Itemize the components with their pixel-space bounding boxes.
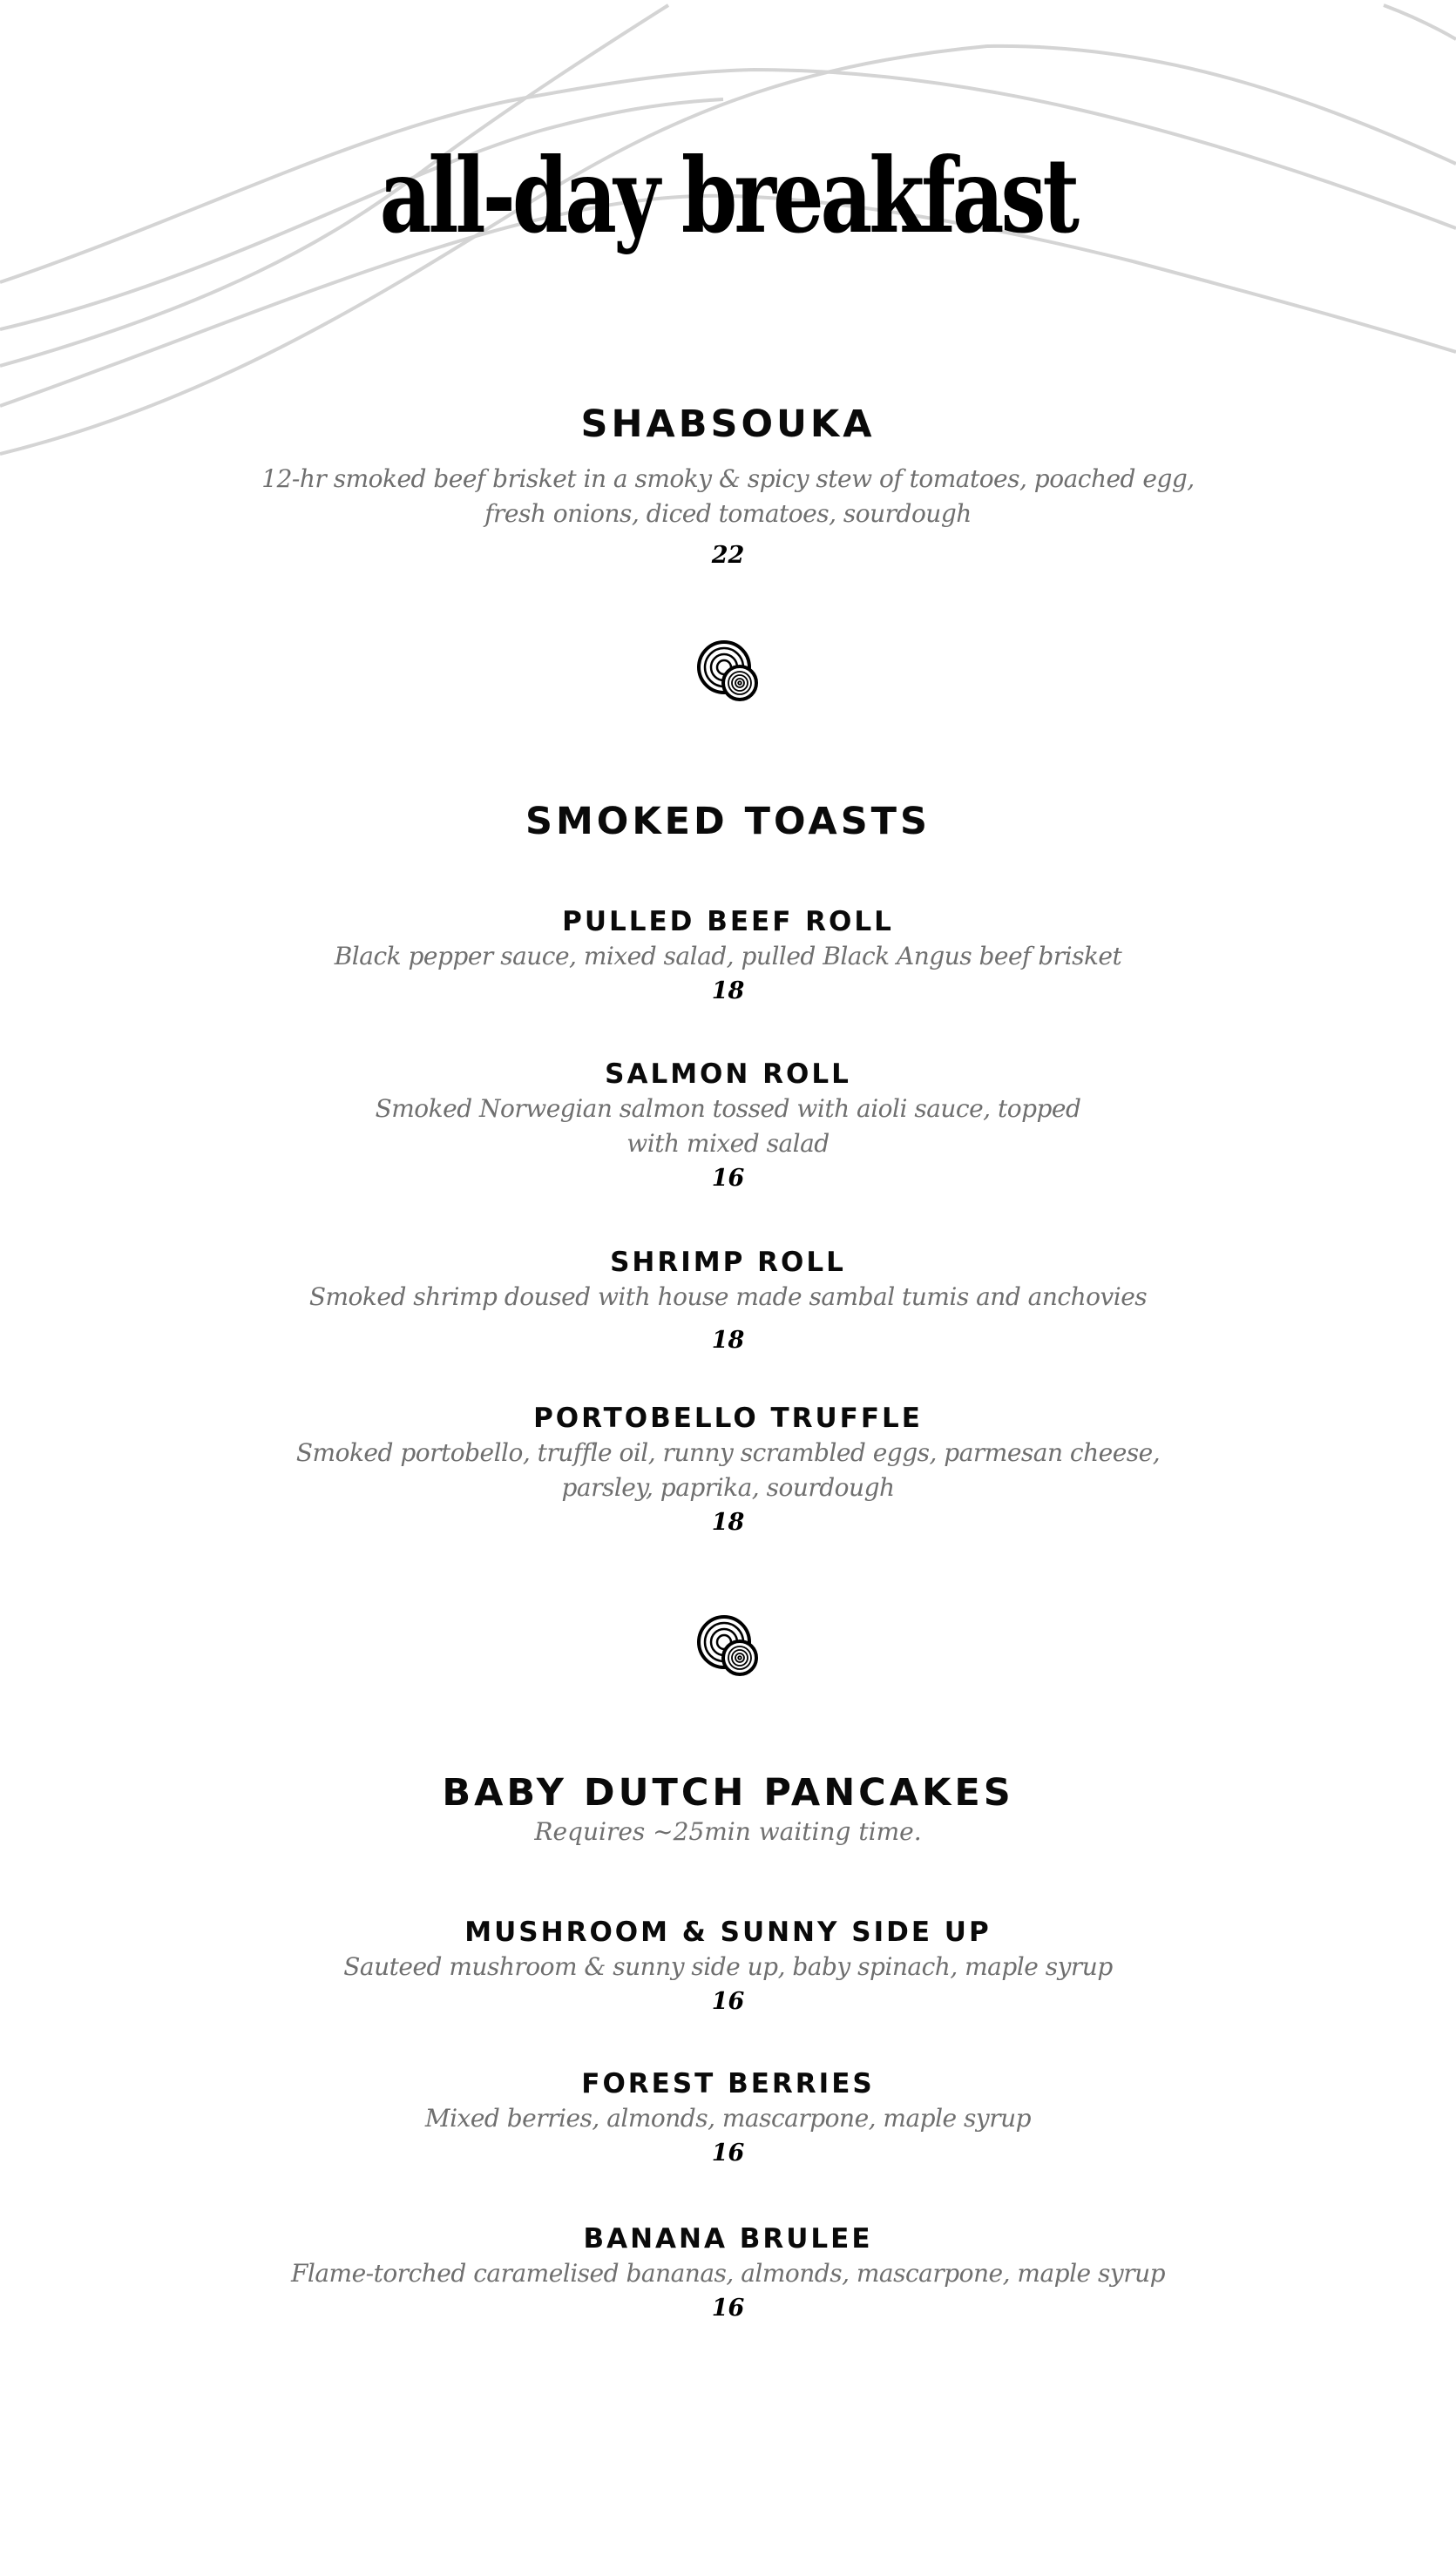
description-line: with mixed salad (626, 1129, 830, 1158)
menu-item-pulled-beef-roll (0, 904, 1456, 1009)
price: 18 (711, 1509, 745, 1536)
item-name: SALMON ROLL (605, 1058, 851, 1090)
section-heading: SHABSOUKA (580, 402, 876, 446)
item-name: MUSHROOM & SUNNY SIDE UP (464, 1917, 992, 1948)
price: 18 (711, 1327, 745, 1354)
item-price (0, 538, 1456, 573)
item-name: SHRIMP ROLL (610, 1247, 846, 1278)
wood-log-rings-icon (695, 639, 762, 705)
item-name: FOREST BERRIES (581, 2068, 875, 2099)
menu-title: all-day breakfast (379, 135, 1077, 256)
description-line: Smoked shrimp doused with house made sambal tumis and anchovies (308, 1282, 1148, 1311)
section-note: Requires ~25min waiting time. (534, 1817, 922, 1846)
wood-log-rings-icon (695, 1613, 762, 1680)
description-line: Smoked portobello, truffle oil, runny scrambled eggs, parmesan cheese, (295, 1438, 1161, 1467)
price: 22 (711, 542, 745, 569)
description-line: Mixed berries, almonds, mascarpone, maple syrup (424, 2104, 1032, 2133)
menu-item-banana-brulee (0, 2221, 1456, 2326)
description-line: fresh onions, diced tomatoes, sourdough (484, 499, 972, 528)
menu-item-portobello-truffle (0, 1401, 1456, 1540)
section-heading: SMOKED TOASTS (525, 800, 931, 843)
menu-item-mushroom-sunny-side-up (0, 1915, 1456, 2019)
section-shabsouka (0, 402, 1456, 446)
description-line: parsley, paprika, sourdough (561, 1473, 895, 1502)
menu-item-salmon-roll (0, 1057, 1456, 1196)
description-line: Black pepper sauce, mixed salad, pulled Black Angus beef brisket (334, 942, 1122, 970)
item-name: BANANA BRULEE (583, 2223, 873, 2255)
description-line: Flame-torched caramelised bananas, almonds, mascarpone, maple syrup (290, 2259, 1166, 2288)
description-line: Smoked Norwegian salmon tossed with aioli sauce, topped (375, 1094, 1081, 1123)
price: 16 (711, 2295, 745, 2322)
price: 16 (711, 1165, 745, 1192)
section-smoked-toasts (0, 800, 1456, 843)
description-line: 12-hr smoked beef brisket in a smoky & spicy stew of tomatoes, poached egg, (261, 464, 1195, 493)
section-heading: BABY DUTCH PANCAKES (442, 1771, 1014, 1815)
item-name: PULLED BEEF ROLL (562, 906, 894, 937)
section-baby-dutch-pancakes (0, 1771, 1456, 1849)
description-line: Sauteed mushroom & sunny side up, baby spinach, maple syrup (343, 1952, 1113, 1981)
curve-line-6 (1384, 5, 1456, 39)
menu-item-shrimp-roll (0, 1245, 1456, 1358)
item-name: PORTOBELLO TRUFFLE (533, 1403, 923, 1434)
item-description (0, 462, 1456, 531)
price: 16 (711, 2140, 745, 2167)
menu-item-forest-berries (0, 2066, 1456, 2171)
price: 16 (711, 1988, 745, 2015)
price: 18 (711, 977, 745, 1004)
